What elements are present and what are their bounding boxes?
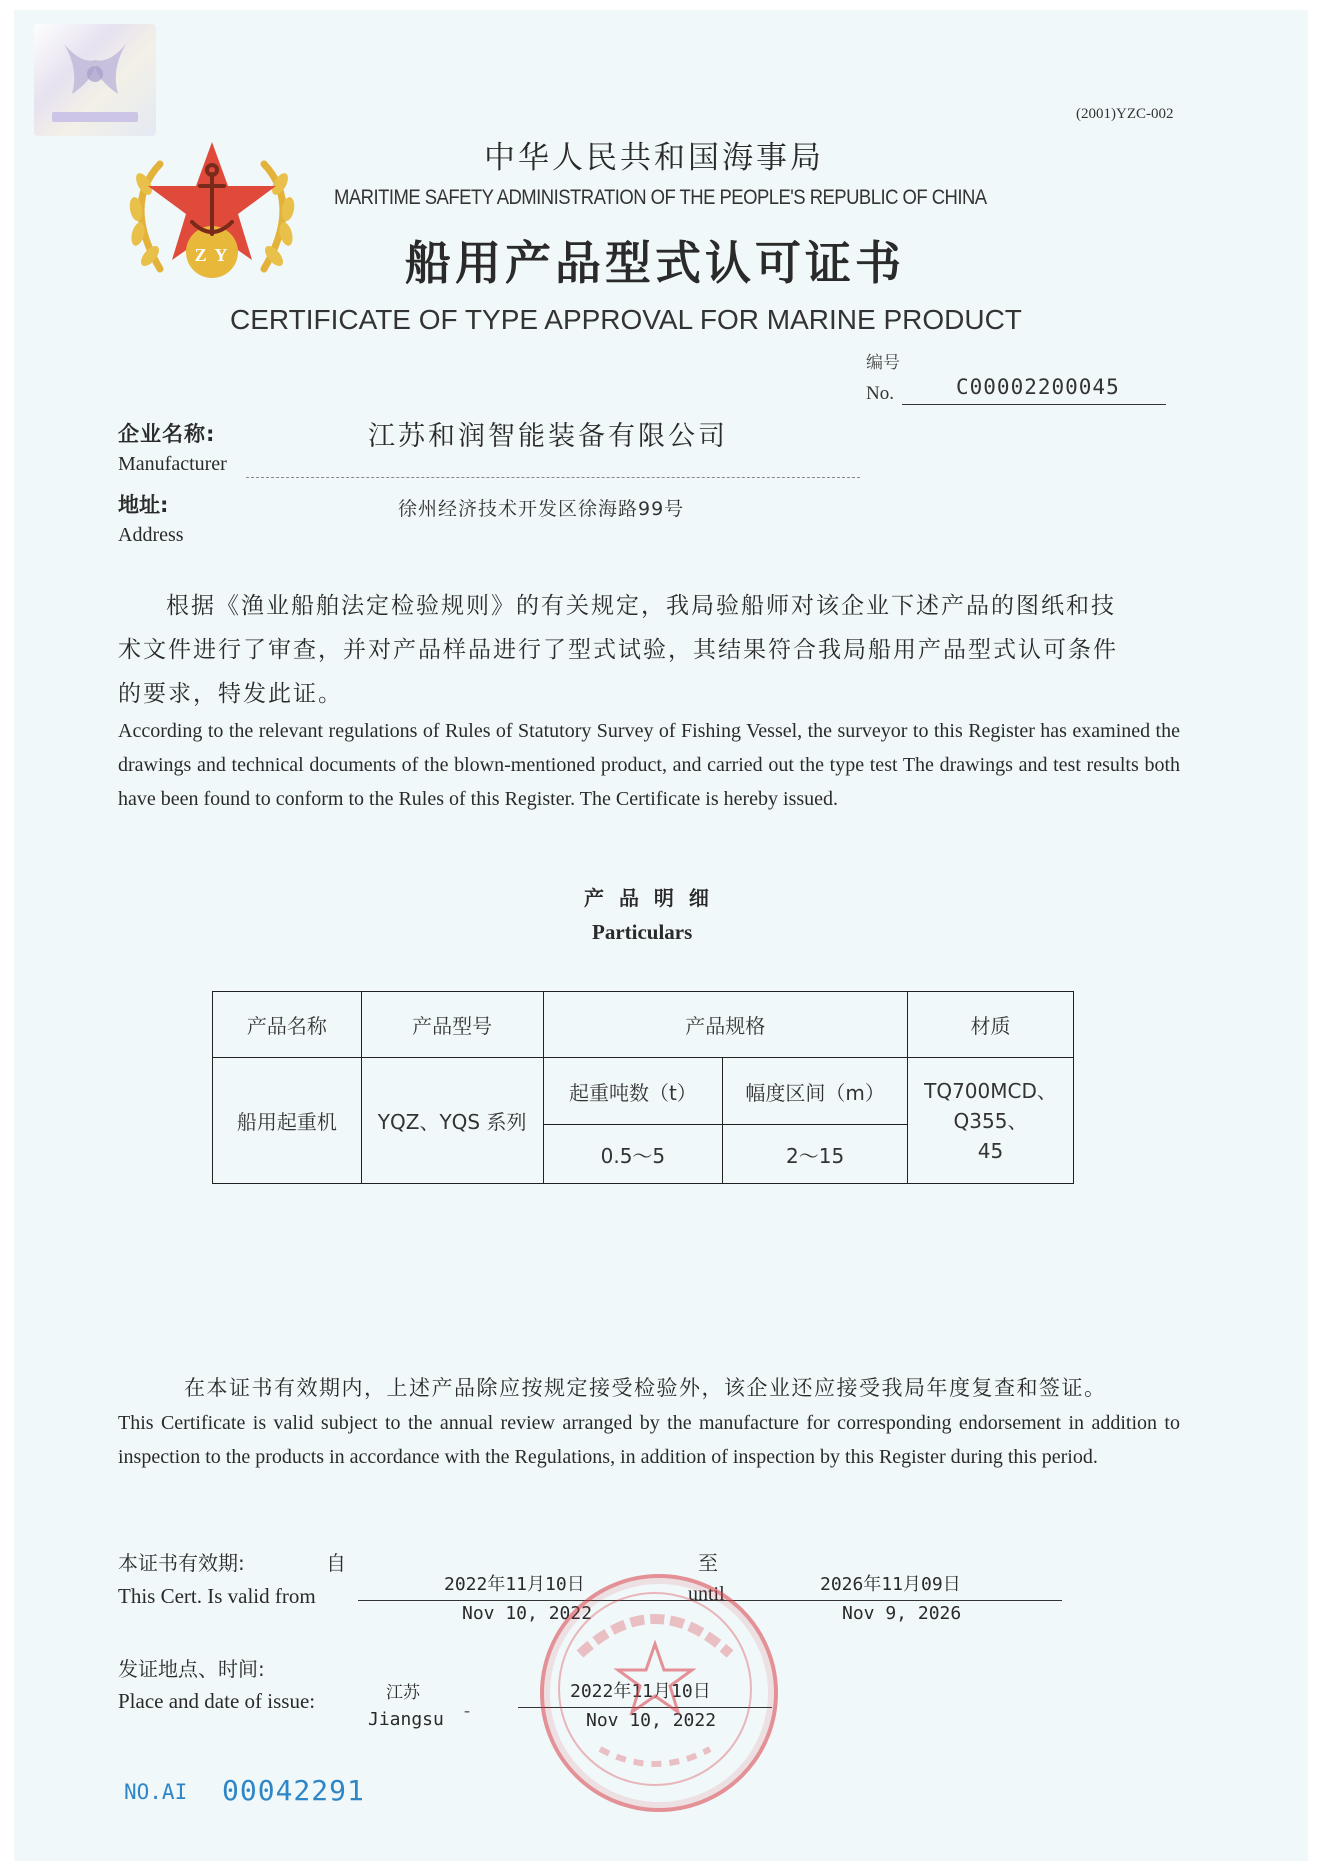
- statement-cn-line: 根据《渔业船舶法定检验规则》的有关规定，我局验船师对该企业下述产品的图纸和技: [166, 593, 1116, 619]
- issue-place-en: Jiangsu: [368, 1709, 444, 1730]
- statement-en: According to the relevant regulations of Rules of Statutory Survey of Fishing Vessel, the surveyor to this Register has examined the drawings and technical documents of the blown-mentioned product, and carried out the type test The drawings and test results both have been found to conform to the Rules of this Register. The Certificate is hereby issued.: [118, 720, 1180, 810]
- valid-from-date-en: Nov 10, 2022: [462, 1603, 593, 1624]
- issue-date-en: Nov 10, 2022: [586, 1710, 717, 1731]
- manufacturer-label-cn: 企业名称:: [118, 422, 216, 446]
- statement-cn-line: 的要求，特发此证。: [118, 681, 343, 707]
- certificate-title-cn: 船用产品型式认可证书: [405, 236, 905, 290]
- particulars-heading-en: Particulars: [592, 920, 693, 944]
- header-specification: 产品规格: [543, 992, 908, 1058]
- issue-date-cn: 2022年11月10日: [570, 1681, 711, 1702]
- valid-to-date-en: Nov 9, 2026: [842, 1603, 962, 1624]
- material-line: TQ700MCD、: [924, 1078, 1057, 1103]
- header-lifting-capacity: 起重吨数（t）: [543, 1058, 723, 1125]
- address-label-en: Address: [118, 524, 184, 546]
- validity-until-cn: 至: [698, 1551, 718, 1575]
- validity-statement-cn: 在本证书有效期内，上述产品除应按规定接受检验外，该企业还应接受我局年度复查和签证。: [184, 1376, 1107, 1400]
- material-line: 45: [977, 1138, 1004, 1163]
- cell-product-name: 船用起重机: [213, 1058, 362, 1184]
- cell-radius-range: 2～15: [723, 1125, 908, 1184]
- header-material: 材质: [908, 992, 1074, 1058]
- address-value: 徐州经济技术开发区徐海路99号: [398, 498, 685, 520]
- statement-cn: [118, 584, 1180, 716]
- official-seal-icon: [540, 1574, 778, 1812]
- valid-to-date-cn: 2026年11月09日: [820, 1574, 961, 1595]
- serial-prefix: NO.AI: [124, 1780, 188, 1804]
- cert-number-value: C00002200045: [956, 375, 1120, 399]
- address-label-cn: 地址:: [118, 493, 169, 517]
- header-product-model: 产品型号: [361, 992, 543, 1058]
- issue-label-en: Place and date of issue:: [118, 1689, 316, 1713]
- validity-label-cn: 本证书有效期:: [118, 1551, 245, 1575]
- material-line: Q355、: [953, 1108, 1028, 1133]
- validity-label-en: This Cert. Is valid from: [118, 1584, 316, 1608]
- valid-from-date-cn: 2022年11月10日: [444, 1574, 585, 1595]
- hologram-sticker: [34, 24, 156, 136]
- cell-lifting-capacity: 0.5～5: [543, 1125, 723, 1184]
- issuer-name-en: MARITIME SAFETY ADMINISTRATION OF THE PEOPLE'S REPUBLIC OF CHINA: [334, 186, 987, 209]
- cert-number-label-en: No.: [866, 383, 894, 404]
- cert-number-underline: [902, 404, 1166, 405]
- cell-product-model: YQZ、YQS 系列: [361, 1058, 543, 1184]
- validity-from-cn: 自: [326, 1551, 346, 1575]
- emblem-initials: Z Y: [194, 245, 230, 265]
- header-radius-range: 幅度区间（m）: [723, 1058, 908, 1125]
- certificate-title-en: CERTIFICATE OF TYPE APPROVAL FOR MARINE PRODUCT: [230, 304, 1022, 335]
- issue-separator: -: [464, 1700, 470, 1720]
- issue-label-cn: 发证地点、时间:: [118, 1657, 265, 1681]
- cert-number-label-cn: 编号: [866, 353, 900, 373]
- issue-place-cn: 江苏: [386, 1683, 420, 1703]
- validity-statement-en: This Certificate is valid subject to the annual review arranged by the manufacture for corresponding endorsement in addition to inspection to the products in accordance with the Regulations, in addition of inspection by this Register during this period.: [118, 1412, 1180, 1468]
- particulars-table: [212, 991, 1074, 1184]
- manufacturer-underline: [246, 477, 860, 478]
- cell-material: [908, 1058, 1074, 1184]
- manufacturer-name: 江苏和润智能装备有限公司: [368, 421, 728, 452]
- anchor-star-emblem-icon: [112, 134, 312, 294]
- header-product-name: 产品名称: [213, 992, 362, 1058]
- validity-until-en: until: [688, 1583, 725, 1605]
- form-code: (2001)YZC-002: [1076, 106, 1174, 122]
- statement-cn-line: 术文件进行了审查，并对产品样品进行了型式试验，其结果符合我局船用产品型式认可条件: [118, 637, 1118, 663]
- issuer-name-cn: 中华人民共和国海事局: [484, 140, 824, 176]
- manufacturer-label-en: Manufacturer: [118, 453, 227, 475]
- particulars-heading-cn: 产 品 明 细: [584, 886, 713, 910]
- serial-number: 00042291: [222, 1774, 365, 1807]
